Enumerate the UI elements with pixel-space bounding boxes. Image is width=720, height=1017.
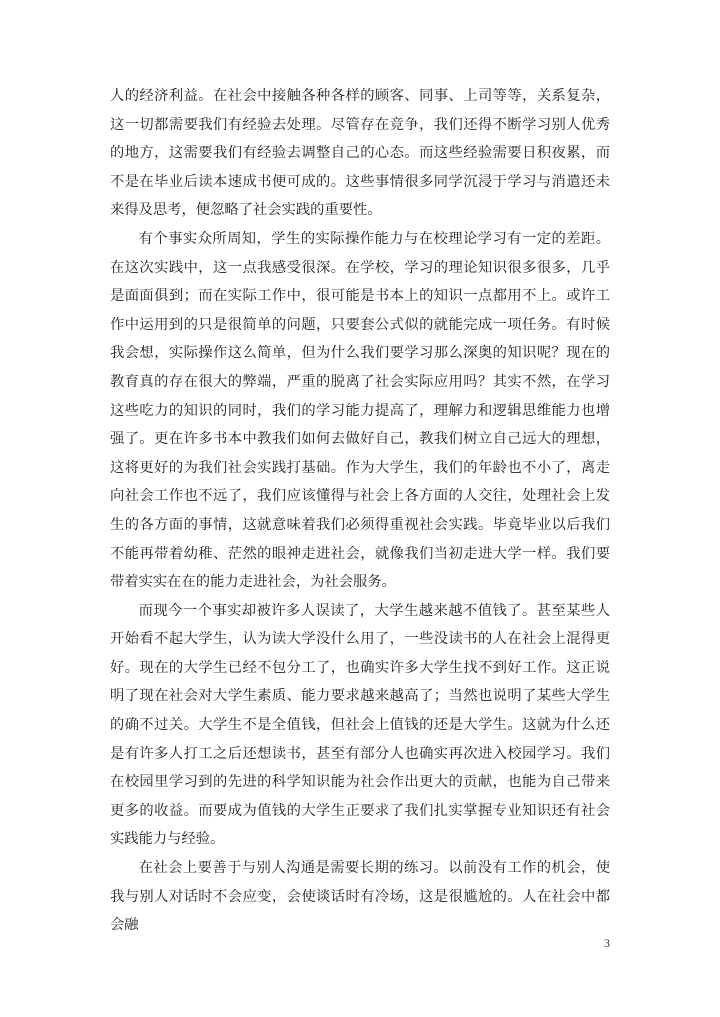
page-number: 3 xyxy=(604,936,610,950)
paragraph-continuation: 人的经济利益。在社会中接触各种各样的顾客、同事、上司等等，关系复杂，这一切都需要我们有经验去处理。尽管存在竞争，我们还得不断学习别人优秀的地方，这需要我们有经验去调整自己的心态。而这些经验需要日积夜累，而不是在毕业后读本速成书便可成的。这些事情很多同学沉浸于学习与消遣还未来得及思考，便忽略了社会实践的重要性。 xyxy=(110,88,610,219)
paragraph-value-of-students: 而现今一个事实却被许多人误读了，大学生越来越不值钱了。甚至某些人开始看不起大学生，认为读大学没什么用了，一些没读书的人在社会上混得更好。现在的大学生已经不包分工了，也确实许多大学生找不到好工作。这正说明了现在社会对大学生素质、能力要求越来越高了；当然也说明了某些大学生的确不过关。大学生不是全值钱，但社会上值钱的还是大学生。这就为什么还是有许多人打工之后还想读书，甚至有部分人也确实再次进入校园学习。我们在校园里学习到的先进的科学知识能为社会作出更大的贡献，也能为自己带来更多的收益。而要成为值钱的大学生正要求了我们扎实掌握专业知识还有社会实践能力与经验。 xyxy=(110,602,610,848)
paragraph-communication: 在社会上要善于与别人沟通是需要长期的练习。以前没有工作的机会，使我与别人对话时不会应变，会使谈话时有冷场，这是很尴尬的。人在社会中都会融 xyxy=(110,860,610,934)
paragraph-theory-vs-practice: 有个事实众所周知，学生的实际操作能力与在校理论学习有一定的差距。在这次实践中，这一点我感受很深。在学校，学习的理论知识很多很多，几乎是面面俱到；而在实际工作中，很可能是书本上的知识一点都用不上。或许工作中运用到的只是很简单的问题，只要套公式似的就能完成一项任务。有时候我会想，实际操作这么简单，但为什么我们要学习那么深奥的知识呢？现在的教育真的存在很大的弊端，严重的脱离了社会实际应用吗？其实不然，在学习这些吃力的知识的同时，我们的学习能力提高了，理解力和逻辑思维能力也增强了。更在许多书本中教我们如何去做好自己，教我们树立自己远大的理想，这将更好的为我们社会实践打基础。作为大学生，我们的年龄也不小了，离走向社会工作也不远了，我们应该懂得与社会上各方面的人交往，处理社会上发生的各方面的事情，这就意味着我们必须得重视社会实践。毕竟毕业以后我们不能再带着幼稚、茫然的眼神走进社会，就像我们当初走进大学一样。我们要带着实实在在的能力走进社会，为社会服务。 xyxy=(110,230,610,591)
text-block xyxy=(110,82,610,940)
